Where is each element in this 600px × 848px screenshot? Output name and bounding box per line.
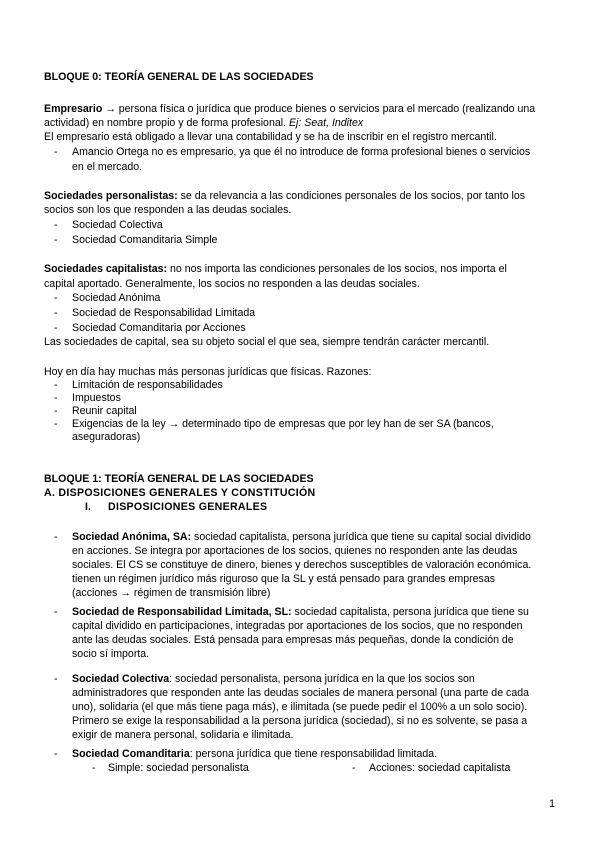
- list-item: Limitación de responsabilidades: [72, 379, 223, 391]
- capitalistas-line2: capital aportado. Generalmente, los socios no responden a las deudas sociales.: [44, 278, 420, 290]
- page-number: 1: [549, 798, 555, 810]
- bullet-dash: -: [352, 762, 356, 774]
- section-i-heading: DISPOSICIONES GENERALES: [108, 501, 268, 513]
- section-i-number: I.: [85, 501, 91, 513]
- bullet-dash: -: [54, 322, 58, 334]
- sl-term: Sociedad de Responsabilidad Limitada, SL:: [72, 606, 292, 618]
- empresario-example: Ej: Seat, Inditex: [286, 117, 364, 129]
- empresario-paragraph-line1: [44, 103, 535, 116]
- sa-line4: tienen un régimen jurídico más riguroso que la SL y está pensado para grandes empresas: [72, 573, 496, 585]
- section-a-heading: A. DISPOSICIONES GENERALES Y CONSTITUCIÓN: [44, 487, 316, 499]
- list-item: Sociedad Comanditaria por Acciones: [72, 322, 246, 334]
- bullet-dash: -: [54, 307, 58, 319]
- bullet-dash: -: [54, 418, 58, 430]
- bullet-dash: -: [54, 405, 58, 417]
- empresario-def-1: → persona física o jurídica que produce bienes o servicios para el mercado (realizando una: [102, 103, 536, 115]
- bullet-dash: -: [54, 748, 58, 760]
- list-item: Sociedad Colectiva: [72, 219, 163, 231]
- bullet-dash: -: [54, 531, 58, 543]
- list-item: Sociedad de Responsabilidad Limitada: [72, 307, 256, 319]
- hoy-intro: Hoy en día hay muchas más personas jurídicas que físicas. Razones:: [44, 366, 372, 378]
- bullet-dash: -: [54, 392, 58, 404]
- sc-line1: [72, 673, 475, 686]
- capitalistas-term: Sociedades capitalistas:: [44, 263, 168, 275]
- sc-line2: administradores que responden ante las deudas sociales de manera personal (una parte de cada: [72, 687, 530, 699]
- bloque0-title: BLOQUE 0: TEORÍA GENERAL DE LAS SOCIEDADES: [44, 71, 314, 83]
- sl-line4: socio sí importa.: [72, 648, 150, 660]
- bullet-dash: -: [54, 234, 58, 246]
- bullet-dash: -: [54, 146, 58, 158]
- empresario-paragraph-line2: [44, 117, 363, 130]
- sa-line5: (acciones → régimen de transmisión libre): [72, 587, 271, 599]
- bullet-dash: -: [54, 219, 58, 231]
- capital-note: Las sociedades de capital, sea su objeto social el que sea, siempre tendrán carácter mercantil.: [44, 336, 490, 348]
- bullet-dash: -: [54, 606, 58, 618]
- razon-ley-line2: aseguradoras): [72, 431, 141, 443]
- razon-ley-line1: Exigencias de la ley → determinado tipo de empresas que por ley han de ser SA (bancos,: [72, 418, 494, 430]
- bullet-dash: -: [54, 379, 58, 391]
- sa-line2: en acciones. Se integra por aportaciones de los socios, quienes no responden ante las deudas: [72, 545, 518, 557]
- bullet-dash: -: [54, 292, 58, 304]
- sc-line5: exigir de manera personal, solidaria e ilimitada.: [72, 729, 294, 741]
- sa-line1: [72, 531, 531, 544]
- amancio-line2: en el mercado.: [72, 161, 143, 173]
- sc-term: Sociedad Colectiva: [72, 673, 170, 685]
- list-item: Impuestos: [72, 392, 121, 404]
- empresario-term: Empresario: [44, 103, 103, 115]
- sc-def-1: : sociedad personalista, persona jurídica en la que los socios son: [169, 673, 475, 685]
- list-item: Sociedad Anónima: [72, 292, 161, 304]
- empresario-def-2: actividad) en nombre propio y de forma profesional.: [44, 117, 287, 129]
- sl-line1: [72, 606, 529, 619]
- sl-line3: ante las deudas sociales. Está pensada para empresas más pequeñas, donde la condición de: [72, 634, 514, 646]
- sl-line2: capital dividido en participaciones, integradas por aportaciones de los socios, que no responden: [72, 620, 523, 632]
- personalistas-def-1: se da relevancia a las condiciones personales de los socios, por tanto los: [177, 190, 526, 202]
- bullet-dash: -: [92, 762, 96, 774]
- capitalistas-line1: [44, 263, 507, 276]
- personalistas-line2: socios son los que responden a las deudas sociales.: [44, 204, 292, 216]
- sa-line3: sociales. El CS se constituye de dinero, bienes y derechos susceptibles de valoración económica.: [72, 559, 532, 571]
- scom-simple: Simple: sociedad personalista: [108, 762, 249, 774]
- scom-def-1: : persona jurídica que tiene responsabilidad limitada.: [189, 748, 438, 760]
- personalistas-term: Sociedades personalistas:: [44, 190, 178, 202]
- sa-def-1: sociedad capitalista, persona jurídica que tiene su capital social dividido: [191, 531, 531, 543]
- personalistas-line1: [44, 190, 525, 203]
- sc-line4: Primero se exige la responsabilidad a la persona jurídica (sociedad), si no es solvente, se pasa a: [72, 715, 528, 727]
- bullet-dash: -: [54, 673, 58, 685]
- sc-line3: uno), solidaria (el que más tiene paga más), e ilimitada (se puede pedir el 100% a un solo socio).: [72, 701, 528, 713]
- scom-line1: [72, 748, 437, 761]
- list-item: Sociedad Comanditaria Simple: [72, 234, 218, 246]
- scom-term: Sociedad Comanditaria: [72, 748, 190, 760]
- sa-term: Sociedad Anónima, SA:: [72, 531, 192, 543]
- capitalistas-def-1: no nos importa las condiciones personales de los socios, nos importa el: [167, 263, 507, 275]
- amancio-line1: Amancio Ortega no es empresario, ya que él no introduce de forma profesional bienes o servicios: [72, 146, 531, 158]
- list-item: Reunir capital: [72, 405, 137, 417]
- sl-def-1: sociedad capitalista, persona jurídica que tiene su: [291, 606, 529, 618]
- bloque1-title: BLOQUE 1: TEORÍA GENERAL DE LAS SOCIEDADES: [44, 473, 314, 485]
- empresario-obligation: El empresario está obligado a llevar una contabilidad y se ha de inscribir en el registro mercantil.: [44, 131, 497, 143]
- scom-acciones: Acciones: sociedad capitalista: [369, 762, 511, 774]
